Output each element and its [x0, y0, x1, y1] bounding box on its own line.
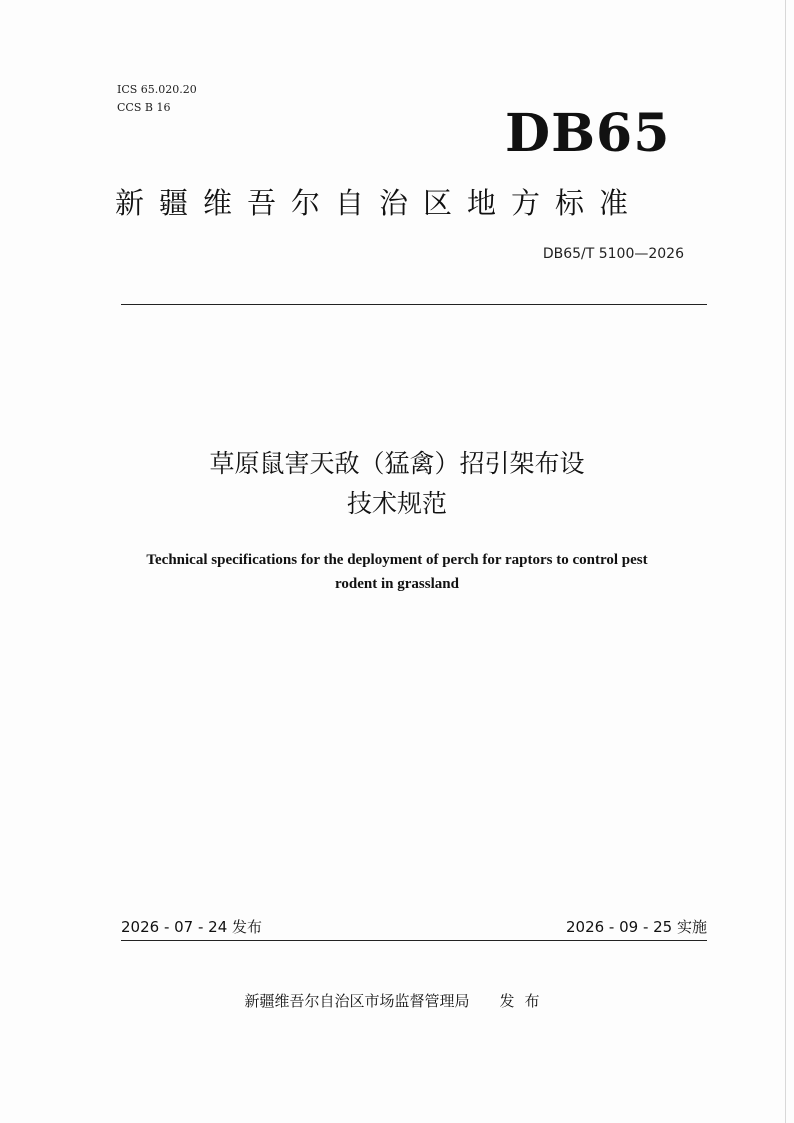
- bottom-divider: [121, 940, 707, 941]
- db65-logo: DB65: [505, 103, 671, 164]
- issuer-name: 新疆维吾尔自治区市场监督管理局: [244, 992, 470, 1010]
- implementation-date: 2026 - 09 - 25 实施: [565, 918, 707, 936]
- issuer-line: [0, 990, 794, 1012]
- chinese-title-line-2: 技术规范: [346, 489, 447, 518]
- issue-date: 2026 - 07 - 24 发布: [121, 918, 263, 936]
- ccs-code: CCS B 16: [117, 101, 171, 114]
- top-divider: [121, 304, 707, 305]
- issuer-action: 发布: [499, 992, 550, 1010]
- english-title-line-2: rodent in grassland: [335, 576, 459, 592]
- ics-code: ICS 65.020.20: [117, 83, 197, 96]
- chinese-title: [0, 444, 794, 524]
- standard-number: DB65/T 5100—2026: [542, 246, 684, 262]
- english-title: [0, 548, 794, 596]
- standard-type-title: 新疆维吾尔自治区地方标准: [115, 186, 644, 220]
- english-title-line-1: Technical specifications for the deployment of perch for raptors to control pest: [146, 552, 648, 568]
- chinese-title-line-1: 草原鼠害天敌（猛禽）招引架布设: [209, 449, 585, 478]
- classification-codes: [117, 81, 197, 117]
